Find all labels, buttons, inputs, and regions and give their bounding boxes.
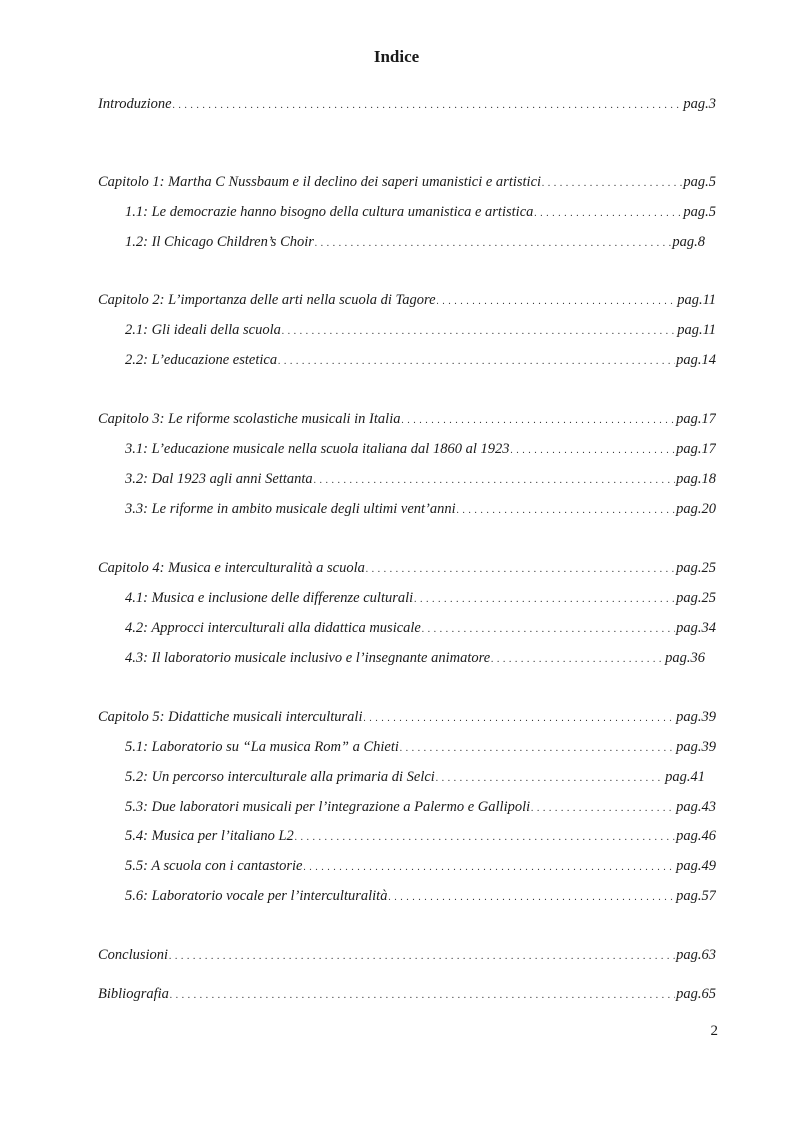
toc-entry-text: Introduzione [98, 96, 172, 112]
toc-leader-dots [400, 744, 675, 754]
toc-entry-page: pag.11 [677, 322, 716, 338]
toc-entry-page: pag.14 [676, 352, 716, 368]
toc-entry-page: pag.25 [676, 590, 716, 606]
toc-entry-text: Capitolo 3: Le riforme scolastiche musicali in Italia [98, 411, 401, 427]
toc-entry-text: 5.1: Laboratorio su “La musica Rom” a Chieti [125, 739, 399, 755]
toc-entry-text: 5.6: Laboratorio vocale per l’interculturalità [125, 888, 388, 904]
toc-entry-text: 3.3: Le riforme in ambito musicale degli ultimi vent’anni [125, 501, 456, 517]
toc-entry-page: pag.57 [676, 888, 716, 904]
toc-entry-capitolo-1[interactable] [98, 174, 716, 196]
toc-leader-dots [278, 357, 675, 367]
toc-entry-text: Capitolo 4: Musica e interculturalità a scuola [98, 560, 365, 576]
toc-entry-text: 3.2: Dal 1923 agli anni Settanta [125, 471, 313, 487]
toc-entry-5-4[interactable] [125, 828, 716, 850]
toc-entry-3-2[interactable] [125, 471, 716, 493]
toc-leader-dots [303, 863, 675, 873]
toc-entry-page: pag.43 [676, 799, 716, 815]
toc-leader-dots [510, 446, 675, 456]
toc-entry-introduzione[interactable] [98, 96, 716, 118]
toc-leader-dots [169, 952, 675, 962]
toc-entry-text: 5.5: A scuola con i cantastorie [125, 858, 303, 874]
toc-entry-page: pag.20 [676, 501, 716, 517]
toc-entry-page: pag.11 [677, 292, 716, 308]
page-title: Indice [373, 47, 420, 66]
toc-entry-4-2[interactable] [125, 620, 716, 642]
toc-entry-bibliografia[interactable] [98, 986, 716, 1008]
toc-leader-dots [363, 714, 675, 724]
toc-leader-dots [170, 991, 675, 1001]
toc-entry-page: pag.25 [676, 560, 716, 576]
toc-leader-dots [531, 804, 675, 814]
toc-entry-page: pag.65 [676, 986, 716, 1002]
toc-entry-5-2[interactable] [125, 769, 705, 791]
toc-leader-dots [401, 416, 675, 426]
toc-leader-dots [437, 297, 677, 307]
toc-entry-text: Bibliografia [98, 986, 169, 1002]
toc-leader-dots [388, 893, 675, 903]
toc-entry-text: Capitolo 1: Martha C Nussbaum e il declino dei saperi umanistici e artistici [98, 174, 542, 190]
toc-leader-dots [295, 833, 675, 843]
toc-entry-text: 4.1: Musica e inclusione delle differenze culturali [125, 590, 414, 606]
toc-entry-page: pag.46 [676, 828, 716, 844]
toc-entry-text: 1.1: Le democrazie hanno bisogno della cultura umanistica e artistica [125, 204, 534, 220]
toc-entry-4-1[interactable] [125, 590, 716, 612]
toc-entry-text: 5.4: Musica per l’italiano L2 [125, 828, 294, 844]
toc-leader-dots [491, 655, 664, 665]
toc-entry-5-3[interactable] [125, 799, 716, 821]
toc-entry-4-3[interactable] [125, 650, 705, 672]
toc-entry-5-5[interactable] [125, 858, 716, 880]
toc-entry-page: pag.17 [676, 411, 716, 427]
toc-entry-page: pag.8 [672, 234, 705, 250]
toc-leader-dots [436, 774, 664, 784]
toc-entry-1-1[interactable] [125, 204, 716, 226]
toc-leader-dots [414, 595, 675, 605]
toc-entry-conclusioni[interactable] [98, 947, 716, 969]
toc-entry-page: pag.34 [676, 620, 716, 636]
toc-entry-page: pag.3 [683, 96, 716, 112]
toc-entry-page: pag.41 [665, 769, 705, 785]
toc-entry-page: pag.5 [683, 174, 716, 190]
toc-entry-text: 4.3: Il laboratorio musicale inclusivo e l’insegnante animatore [125, 650, 491, 666]
toc-entry-2-1[interactable] [125, 322, 716, 344]
toc-entry-capitolo-5[interactable] [98, 709, 716, 731]
toc-leader-dots [422, 625, 675, 635]
toc-entry-text: 4.2: Approcci interculturali alla didattica musicale [125, 620, 421, 636]
toc-entry-3-1[interactable] [125, 441, 716, 463]
toc-leader-dots [282, 327, 676, 337]
toc-entry-page: pag.49 [676, 858, 716, 874]
toc-leader-dots [534, 209, 682, 219]
toc-entry-page: pag.5 [683, 204, 716, 220]
toc-entry-capitolo-2[interactable] [98, 292, 716, 314]
toc-leader-dots [314, 476, 675, 486]
toc-entry-5-6[interactable] [125, 888, 716, 910]
toc-entry-page: pag.39 [676, 709, 716, 725]
toc-entry-text: 2.1: Gli ideali della scuola [125, 322, 281, 338]
toc-entry-page: pag.36 [665, 650, 705, 666]
toc-leader-dots [366, 565, 675, 575]
toc-leader-dots [315, 239, 671, 249]
toc-entry-text: 5.3: Due laboratori musicali per l’integrazione a Palermo e Gallipoli [125, 799, 531, 815]
toc-entry-text: 5.2: Un percorso interculturale alla primaria di Selci [125, 769, 435, 785]
toc-entry-page: pag.63 [676, 947, 716, 963]
toc-entry-capitolo-4[interactable] [98, 560, 716, 582]
toc-entry-page: pag.18 [676, 471, 716, 487]
page-number: 2 [710, 1023, 718, 1039]
toc-entry-text: Capitolo 5: Didattiche musicali interculturali [98, 709, 363, 725]
toc-entry-2-2[interactable] [125, 352, 716, 374]
toc-entry-5-1[interactable] [125, 739, 716, 761]
toc-entry-text: 2.2: L’educazione estetica [125, 352, 278, 368]
toc-entry-page: pag.39 [676, 739, 716, 755]
toc-entry-text: Conclusioni [98, 947, 169, 963]
toc-leader-dots [457, 506, 675, 516]
toc-entry-text: 1.2: Il Chicago Children’s Choir [125, 234, 314, 250]
toc-entry-capitolo-3[interactable] [98, 411, 716, 433]
toc-leader-dots [173, 101, 683, 111]
toc-entry-text: Capitolo 2: L’importanza delle arti nella scuola di Tagore [98, 292, 436, 308]
toc-entry-text: 3.1: L’educazione musicale nella scuola italiana dal 1860 al 1923 [125, 441, 510, 457]
toc-entry-3-3[interactable] [125, 501, 716, 523]
toc-entry-page: pag.17 [676, 441, 716, 457]
toc-entry-1-2[interactable] [125, 234, 705, 256]
toc-leader-dots [542, 179, 682, 189]
